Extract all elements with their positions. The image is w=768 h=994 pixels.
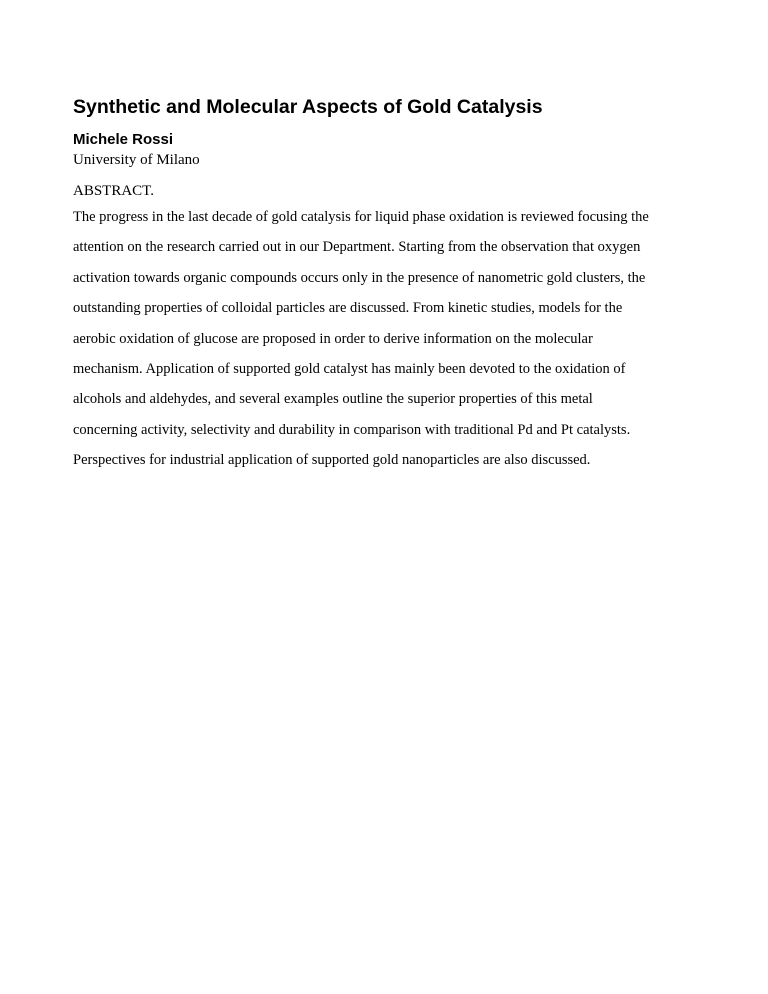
abstract-line: concerning activity, selectivity and durability in comparison with traditional Pd and Pt catalysts. [73,421,631,438]
abstract-line: outstanding properties of colloidal particles are discussed. From kinetic studies, models for the [73,300,623,317]
abstract-line: The progress in the last decade of gold catalysis for liquid phase oxidation is reviewed focusing the [73,209,649,225]
abstract-line: attention on the research carried out in our Department. Starting from the observation that oxygen [73,239,641,256]
author-name: Michele Rossi [73,131,174,148]
abstract-line: alcohols and aldehydes, and several examples outline the superior properties of this metal [73,391,593,408]
abstract-line: Perspectives for industrial application of supported gold nanoparticles are also discussed. [73,452,591,469]
abstract-line: mechanism. Application of supported gold catalyst has mainly been devoted to the oxidation of [73,361,626,378]
paper-title: Synthetic and Molecular Aspects of Gold Catalysis [73,96,543,118]
author-affiliation: University of Milano [73,152,200,168]
document-content [73,95,693,476]
abstract-line: aerobic oxidation of glucose are proposed in order to derive information on the molecular [73,330,593,347]
abstract-body [73,202,693,476]
abstract-heading: ABSTRACT. [73,183,154,199]
abstract-line: activation towards organic compounds occurs only in the presence of nanometric gold clusters, the [73,269,646,286]
